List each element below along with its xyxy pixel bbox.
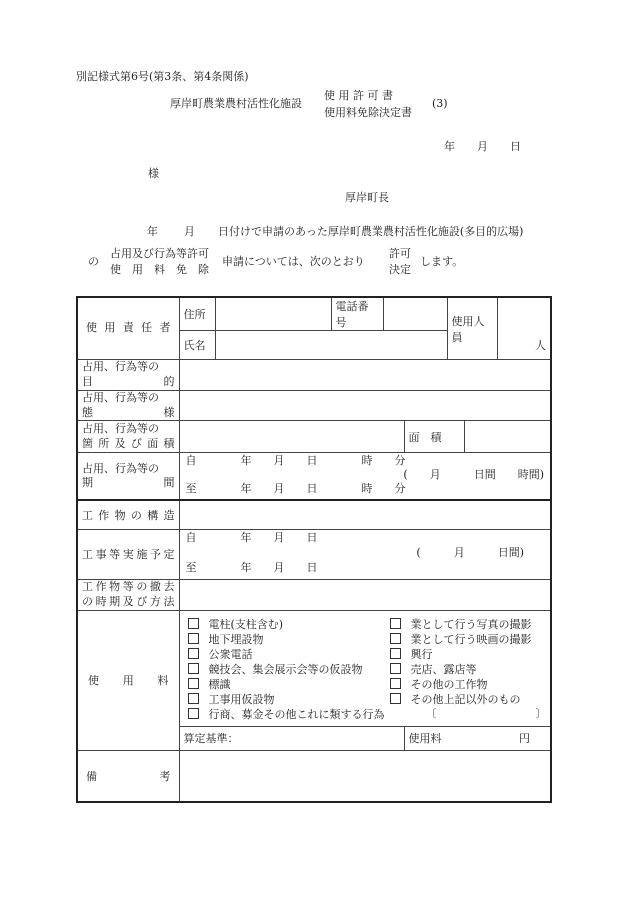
fee-item-stall[interactable]: 売店、露店等 xyxy=(390,663,477,675)
address-label: 住所 xyxy=(183,308,206,321)
construction-field[interactable] xyxy=(179,529,551,579)
removal-label-cell xyxy=(77,579,179,610)
location-label-line1: 占用、行為等の xyxy=(82,422,159,436)
remarks-label-cell xyxy=(77,750,179,802)
permit-form-table xyxy=(76,296,552,803)
construction-label: 工事等実施予定 xyxy=(82,548,175,562)
removal-field[interactable] xyxy=(179,579,551,610)
period-field[interactable] xyxy=(179,453,551,501)
fee-item-other[interactable]: その他上記以外のもの xyxy=(390,693,521,705)
checkbox[interactable] xyxy=(390,633,401,644)
checkbox[interactable] xyxy=(390,693,401,704)
fee-item-sign[interactable]: 標識 xyxy=(188,678,231,690)
phone-label-cell xyxy=(331,297,383,331)
remarks-field[interactable] xyxy=(179,750,551,802)
fee-item-peddling[interactable]: 行商、募金その他これに類する行為 xyxy=(188,708,385,720)
body-option-exemption: 使 用 料 免 除 xyxy=(110,263,209,276)
purpose-label-cell xyxy=(77,360,179,391)
doc-title-suffix: (3) xyxy=(432,97,448,110)
name-label-cell xyxy=(179,331,215,360)
fee-item-other-structure[interactable]: その他の工作物 xyxy=(390,678,488,690)
basis-label: 算定基準： xyxy=(183,732,239,746)
removal-label-line2: の時期及び方法 xyxy=(82,594,175,608)
period-label-line2: 期間 xyxy=(82,476,175,490)
user-label-cell xyxy=(77,297,179,360)
period-label-cell xyxy=(77,453,179,501)
body-option-occupancy: 占用及び行為等許可 xyxy=(110,247,209,260)
other-bracket-open: 〔 xyxy=(425,707,437,721)
checkbox[interactable] xyxy=(188,648,199,659)
period-to: 至 年 月 日 時 分 xyxy=(185,482,406,496)
period-label-line1: 占用、行為等の xyxy=(82,461,159,475)
fee-item-construction-temp[interactable]: 工事用仮設物 xyxy=(188,693,275,705)
checkbox[interactable] xyxy=(390,663,401,674)
purpose-label-line2: 目的 xyxy=(82,374,175,388)
fee-item-underground[interactable]: 地下埋設物 xyxy=(188,633,264,645)
body-decision-decide: 決定 xyxy=(389,263,411,276)
app-date-month: 月 xyxy=(184,225,195,238)
fee-item-temporary-event[interactable]: 競技会、集会展示会等の仮設物 xyxy=(188,663,363,675)
fee-item-public-phone[interactable]: 公衆電話 xyxy=(188,648,253,660)
issuer-name: 厚岸町長 xyxy=(345,191,389,204)
checkbox[interactable] xyxy=(188,693,199,704)
manner-label-line2: 態様 xyxy=(82,405,175,419)
remarks-label: 備考 xyxy=(86,770,171,784)
users-unit: 人 xyxy=(535,339,546,352)
location-field[interactable] xyxy=(179,421,404,453)
manner-label-line1: 占用、行為等の xyxy=(82,390,159,404)
phone-label: 電話番号 xyxy=(335,300,369,329)
location-label-cell xyxy=(77,421,179,453)
checkbox[interactable] xyxy=(390,648,401,659)
structure-field[interactable] xyxy=(179,500,551,529)
doc-title-exemption: 使用料免除決定書 xyxy=(324,106,412,119)
addressee-sama: 様 xyxy=(148,167,159,180)
checkbox[interactable] xyxy=(188,633,199,644)
purpose-label-line1: 占用、行為等の xyxy=(82,360,159,373)
manner-field[interactable] xyxy=(179,390,551,421)
checkbox[interactable] xyxy=(188,618,199,629)
users-count-label: 使用人員 xyxy=(451,314,485,344)
checkbox[interactable] xyxy=(188,663,199,674)
structure-label: 工作物の構造 xyxy=(82,509,175,523)
other-bracket-close: 〕 xyxy=(535,707,547,721)
phone-field[interactable] xyxy=(383,297,447,331)
period-duration: ( 月 日間 時間) xyxy=(403,468,544,482)
name-field[interactable] xyxy=(215,331,447,360)
fee-label-cell xyxy=(77,610,179,750)
form-number: 別記様式第6号(第3条、第4条関係) xyxy=(76,70,249,83)
address-field[interactable] xyxy=(215,297,331,331)
yen-label: 円 xyxy=(519,732,530,746)
structure-label-cell xyxy=(77,500,179,529)
fee-amount-field[interactable] xyxy=(404,726,551,750)
removal-label-line1: 工作物等の撤去 xyxy=(82,580,175,594)
purpose-field[interactable] xyxy=(179,360,551,391)
area-label: 面 積 xyxy=(408,430,442,444)
fee-amount-label: 使用料 xyxy=(408,732,442,746)
location-label-line2: 箇所及び面積 xyxy=(82,436,175,450)
fee-item-show[interactable]: 興行 xyxy=(390,648,433,660)
checkbox[interactable] xyxy=(390,618,401,629)
construction-from: 自 年 月 日 xyxy=(185,530,318,544)
period-from: 自 年 月 日 時 分 xyxy=(185,454,406,468)
facility-name: 厚岸町農業農村活性化施設 xyxy=(170,97,302,110)
fee-item-photo[interactable]: 業として行う写真の撮影 xyxy=(390,618,532,630)
construction-to: 至 年 月 日 xyxy=(185,560,318,574)
fee-category-cell xyxy=(179,610,551,726)
address-label-cell xyxy=(179,297,215,331)
body-line-2: 申請については、次のとおり xyxy=(222,255,365,268)
fee-category-list xyxy=(180,612,551,724)
users-count-label-cell xyxy=(447,297,497,360)
construction-label-cell xyxy=(77,529,179,579)
body-line-1: 日付けで申請のあった厚岸町農業農村活性化施設(多目的広場) xyxy=(218,225,524,238)
checkbox[interactable] xyxy=(188,678,199,689)
users-count-field[interactable] xyxy=(497,297,551,360)
doc-title-permit: 使 用 許 可 書 xyxy=(324,89,393,102)
checkbox[interactable] xyxy=(390,678,401,689)
body-line-2-end: します。 xyxy=(420,255,464,268)
body-no: の xyxy=(88,255,99,268)
construction-duration: ( 月 日間) xyxy=(416,545,524,559)
app-date-year: 年 xyxy=(147,225,158,238)
checkbox[interactable] xyxy=(188,708,199,719)
fee-item-film[interactable]: 業として行う映画の撮影 xyxy=(390,633,532,645)
body-decision-permit: 許可 xyxy=(389,247,411,260)
basis-field[interactable] xyxy=(179,726,404,750)
manner-label-cell xyxy=(77,390,179,421)
area-label-cell xyxy=(404,421,464,453)
fee-item-utility-pole[interactable]: 電柱(支柱含む) xyxy=(188,618,284,630)
issue-date: 年 月 日 xyxy=(444,140,521,153)
user-label: 使用責任者 xyxy=(86,321,171,335)
fee-label: 使用料 xyxy=(88,674,169,688)
area-field[interactable] xyxy=(464,421,551,453)
name-label: 氏名 xyxy=(183,339,206,352)
